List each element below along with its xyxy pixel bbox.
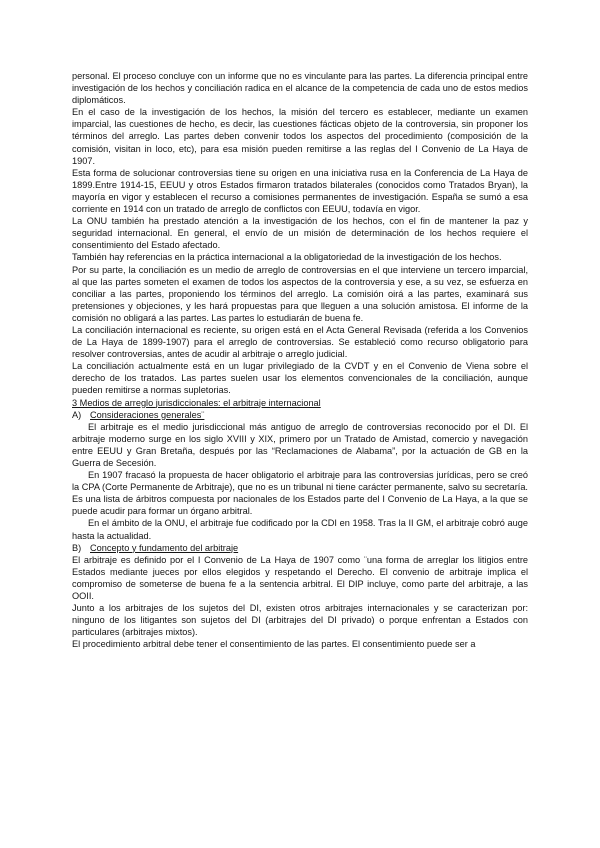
subsection-title-b: Concepto y fundamento del arbitraje — [90, 542, 239, 553]
paragraph-fact-finding: En el caso de la investigación de los hechos, la misión del tercero es establecer, mediante un examen imparcial, las cuestiones de hecho, es decir, las cuestiones fácticas objeto de la controversia, sin proponer los términos del arreglo. Las partes deben convenir todos los aspectos del procedimiento (composición de la comisión, visitan in loco, etc), para esa misión pueden remitirse a las reglas del I Convenio de La Haya de 1907. — [72, 107, 528, 166]
paragraph-conciliation-cvdt: La conciliación actualmente está en un lugar privilegiado de la CVDT y en el Convenio de Viena sobre el derecho de los tratados. Las partes suelen usar los elementos convencionales de la conciliación, aunque pueden remitirse a normas supletorias. — [72, 361, 528, 396]
paragraph-consent: El procedimiento arbitral debe tener el consentimiento de las partes. El consentimiento puede ser a — [72, 639, 476, 650]
paragraph-arbitration-definition: El arbitraje es definido por el I Convenio de La Haya de 1907 como ¨una forma de arreglar los litigios entre Estados mediante jueces por ellos elegidos y respetando el Derecho. El convenio de arbitraje implica el compromiso de someterse de buena fe a la sentencia arbitral. El DIP incluye, como parte del arbitraje, a las OOII. — [72, 554, 528, 602]
paragraph-onu: La ONU también ha prestado atención a la investigación de los hechos, con el fin de mantener la paz y seguridad internacional. En general, el envío de un misión de determinación de los hechos requiere el consentimiento del Estado afectado. — [72, 216, 528, 251]
paragraph-conciliation: Por su parte, la conciliación es un medio de arreglo de controversias en el que interviene un tercero imparcial, al que las partes someten el examen de todos los aspectos de la controversia y ese, a su vez, se esfuerza en conciliar a las partes, proponiendo los términos del arreglo. La comisión oirá a las partes, examinará sus pretensiones y objeciones, y les hará propuestas para que lleguen a una solución amistosa. El informe de la comisión no obligará a las partes. Las partes lo estudiarán de buena fe. — [72, 264, 528, 323]
subsection-heading-b — [72, 542, 528, 554]
paragraph-origin: Esta forma de solucionar controversias tiene su origen en una iniciativa rusa en la Conferencia de La Haya de 1899.Entre 1914-15, EEUU y otros Estados firmaron tratados bilaterales (conocidos como Tratados Bryan), la mayoría en vigor y establecen el recurso a comisiones permanentes de investigación. España se sumó a esa corriente en 1914 con un tratado de arreglo de conflictos con EEUU, todavía en vigor. — [72, 167, 528, 215]
paragraph-other-arbitrations: Junto a los arbitrajes de los sujetos del DI, existen otros arbitrajes internacionales y se caracterizan por: ninguno de los litigantes son sujetos del DI (arbitrajes del DI privado) o porque enfrentan a Estados con particulares (arbitrajes mixtos). — [72, 603, 528, 638]
section-heading-arbitration: 3 Medios de arreglo jurisdiccionales: el arbitraje internacional — [72, 397, 321, 408]
subsection-title-a: Consideraciones generales¨ — [90, 409, 205, 420]
paragraph-cpa: En 1907 fracasó la propuesta de hacer obligatorio el arbitraje para las controversias jurídicas, pero se creó la CPA (Corte Permanente de Arbitraje), que no es un tribunal ni tiene carácter permanente, salvo su secretaría. Es una lista de árbitros compuesta por nacionales de los Estados parte del I Convenio de La Haya, a la que se puede acudir para formar un órgano arbitral. — [72, 470, 528, 517]
subsection-letter-a: A) — [72, 409, 82, 420]
paragraph-cdi: En el ámbito de la ONU, el arbitraje fue codificado por la CDI en 1958. Tras la II GM, el arbitraje cobró auge hasta la actualidad. — [72, 518, 528, 541]
subsection-heading-a — [72, 409, 528, 421]
paragraph-arbitration-history: El arbitraje es el medio jurisdiccional más antiguo de arreglo de controversias reconocido por el DI. El arbitraje moderno surge en los siglo XVIII y XIX, primero por un Tratado de Amistad, comercio y navegación entre EEUU y Gran Bretaña, después por las “Reclamaciones de Alabama”, por la actuación de GB en la Guerra de Secesión. — [72, 421, 528, 468]
paragraph-conciliation-origin: La conciliación internacional es reciente, su origen está en el Acta General Revisada (referida a los Convenios de La Haya de 1899-1907) para el arreglo de controversias. Se estableció como recurso obligatorio para resolver controversias, antes de acudir al arbitraje o arreglo judicial. — [72, 324, 528, 360]
document-page — [72, 70, 528, 651]
subsection-letter-b: B) — [72, 542, 82, 553]
paragraph-obligatoriness: También hay referencias en la práctica internacional a la obligatoriedad de la investigación de los hechos. — [72, 252, 502, 263]
paragraph-conciliation-intro: personal. El proceso concluye con un informe que no es vinculante para las partes. La diferencia principal entre investigación de los hechos y conciliación radica en el alcance de la competencia de cada uno de estos medios diplomáticos. — [72, 71, 528, 106]
